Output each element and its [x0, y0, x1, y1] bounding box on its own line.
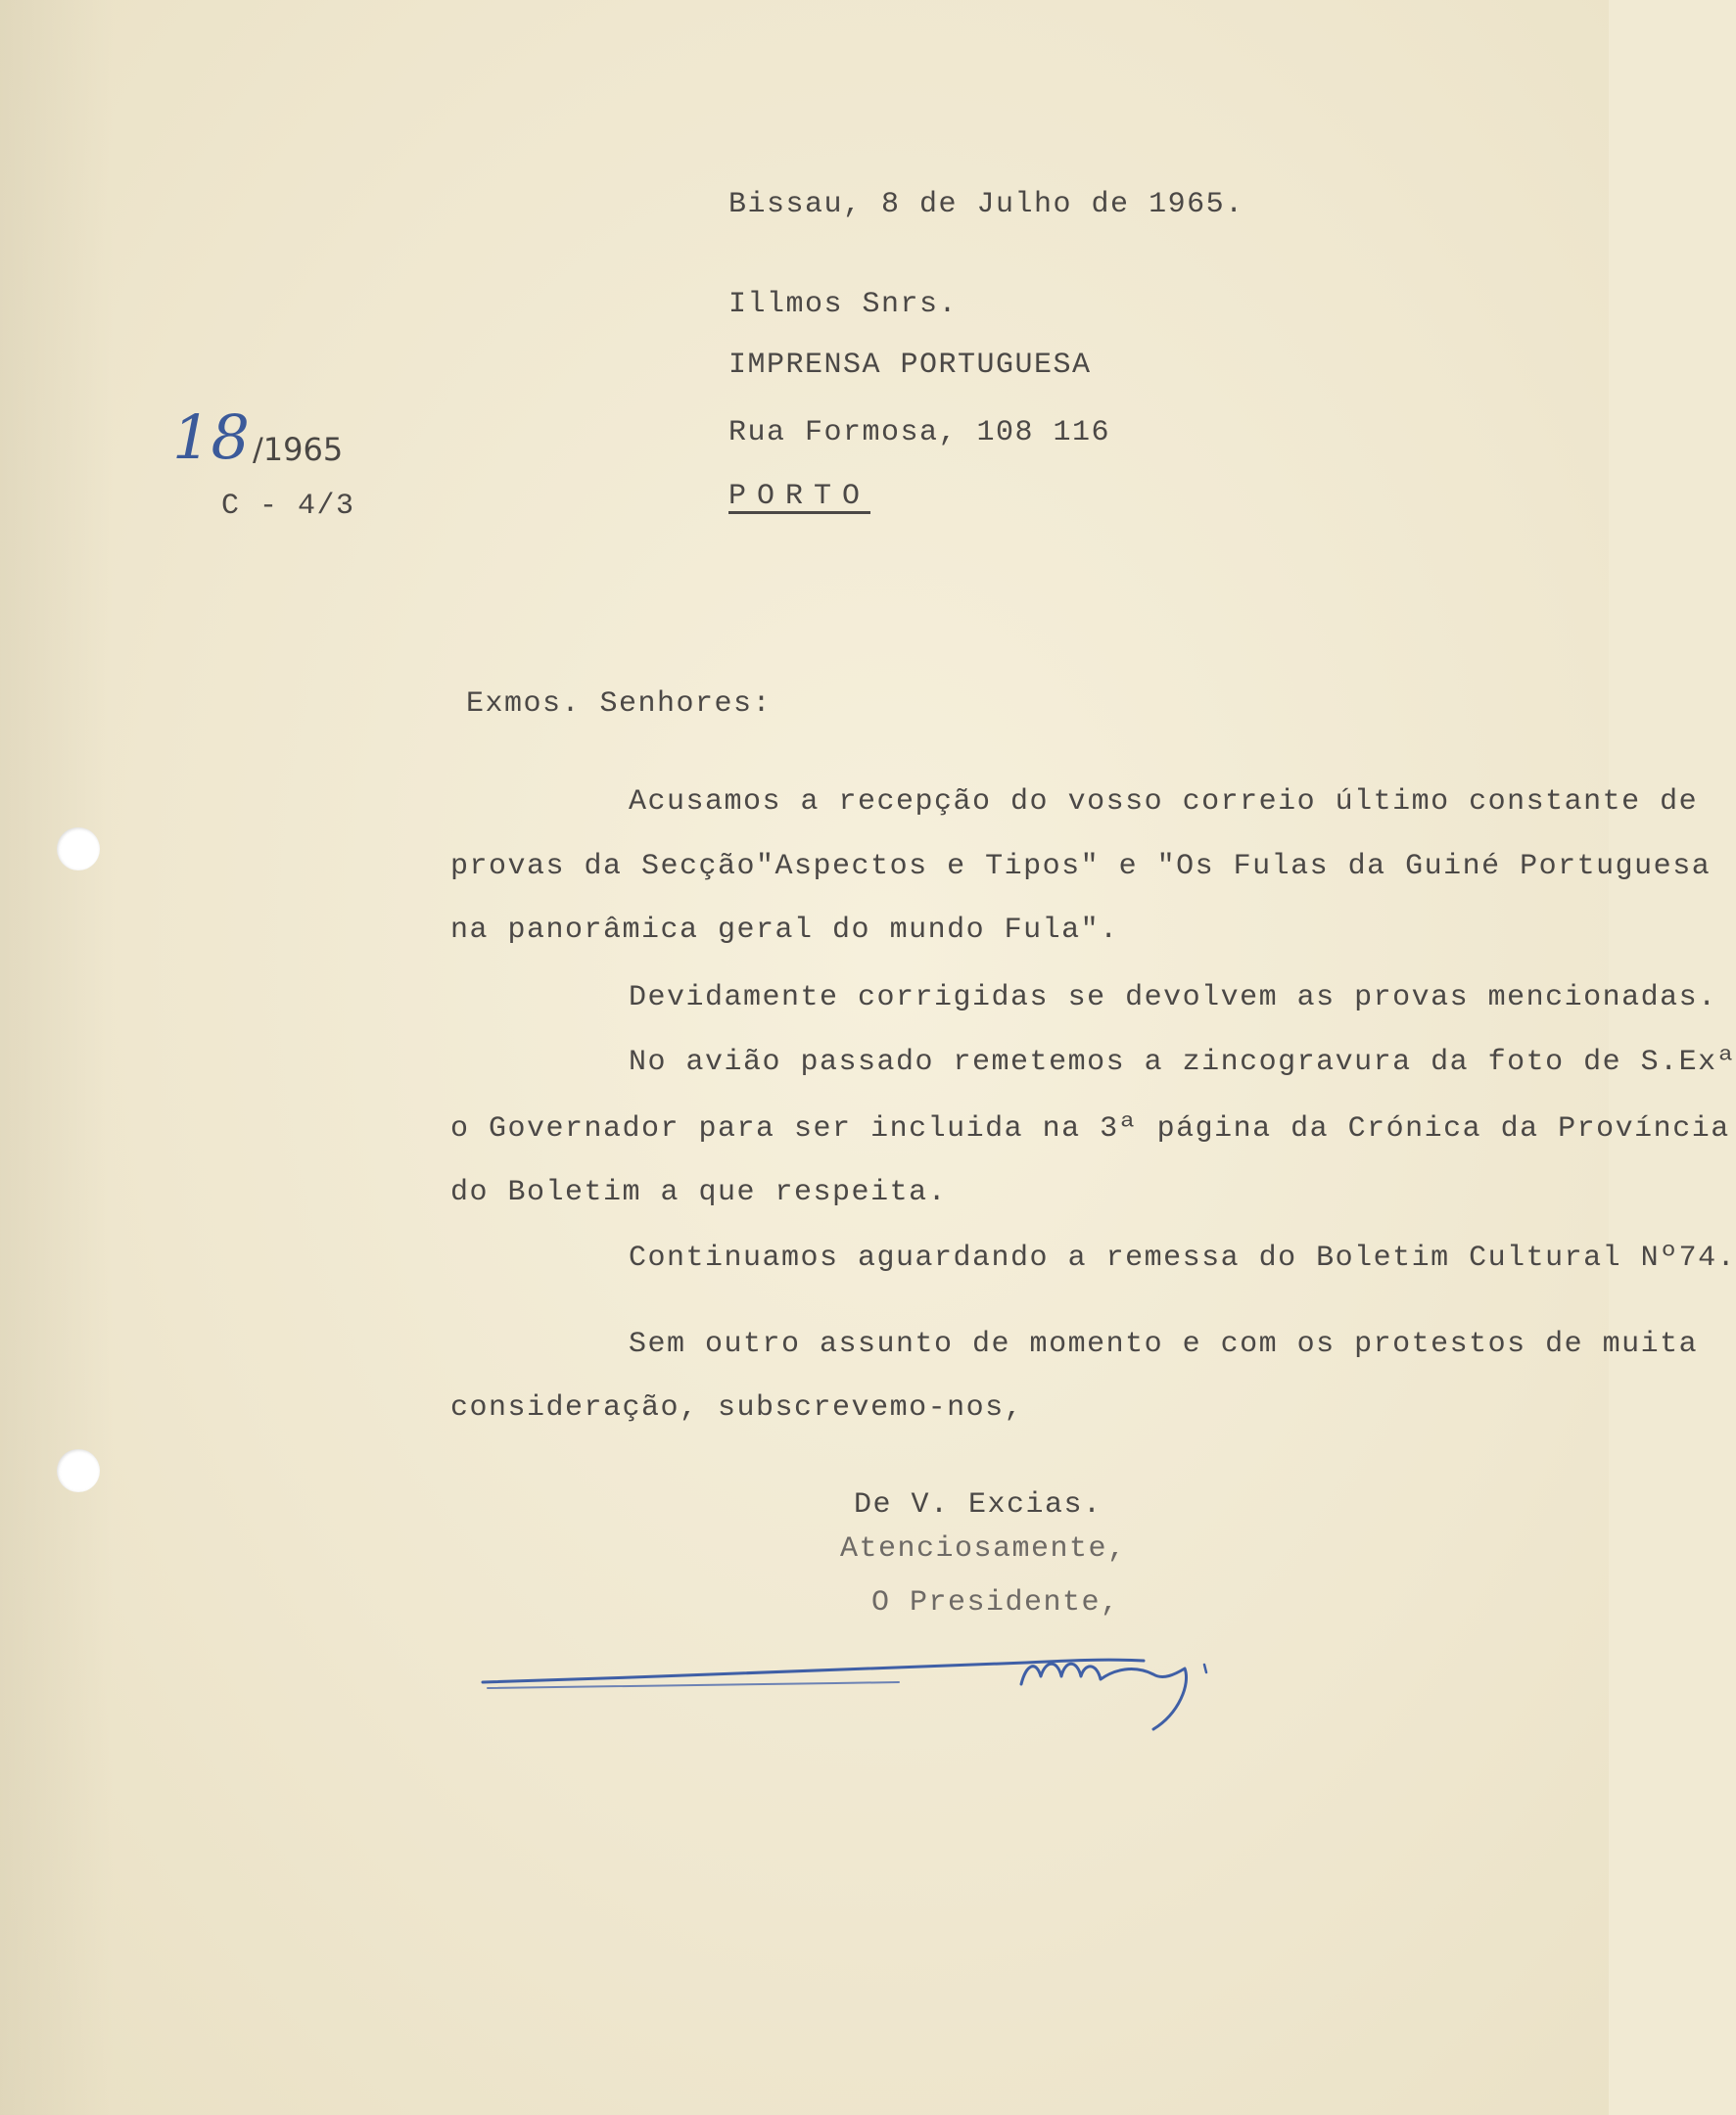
paragraph-5-line-1: Sem outro assunto de momento e com os protestos de muita [629, 1328, 1699, 1361]
closing-line-1: De V. Excias. [854, 1488, 1103, 1522]
president-signature [478, 1625, 1359, 1743]
paragraph-1-line-2: provas da Secção"Aspectos e Tipos" e "Os Fulas da Guiné Portuguesa [450, 850, 1712, 883]
paragraph-3-line-2: o Governador para ser incluida na 3ª página da Crónica da Província [450, 1112, 1730, 1146]
greeting: Exmos. Senhores: [466, 687, 773, 721]
paragraph-5-line-2: consideração, subscrevemo-nos, [450, 1391, 1024, 1425]
paragraph-3-line-3: do Boletim a que respeita. [450, 1176, 948, 1209]
closing-line-2: Atenciosamente, [840, 1532, 1127, 1566]
addressee-city: PORTO [728, 480, 871, 513]
paragraph-4-line-1: Continuamos aguardando a remessa do Boletim Cultural Nº74. [629, 1242, 1736, 1275]
punch-hole-bottom [57, 1449, 100, 1492]
closing-line-3: O Presidente, [871, 1586, 1120, 1620]
paragraph-3-line-1: No avião passado remetemos a zincogravura da foto de S.Exª [629, 1046, 1736, 1079]
paper-edge-shade [0, 0, 113, 2115]
reference-code: C - 4/3 [221, 490, 355, 523]
addressee-company: IMPRENSA PORTUGUESA [728, 349, 1092, 382]
paragraph-1-line-1: Acusamos a recepção do vosso correio último constante de [629, 785, 1699, 819]
date-line: Bissau, 8 de Julho de 1965. [728, 188, 1244, 221]
addressee-salutation: Illmos Snrs. [728, 288, 959, 321]
paragraph-2-line-1: Devidamente corrigidas se devolvem as provas mencionadas. [629, 981, 1717, 1014]
punch-hole-top [57, 827, 100, 870]
addressee-street: Rua Formosa, 108 116 [728, 416, 1111, 449]
handwritten-reference-number: 18 [172, 401, 250, 473]
paragraph-1-line-3: na panorâmica geral do mundo Fula". [450, 914, 1119, 947]
reference-year: /1965 [253, 431, 344, 468]
